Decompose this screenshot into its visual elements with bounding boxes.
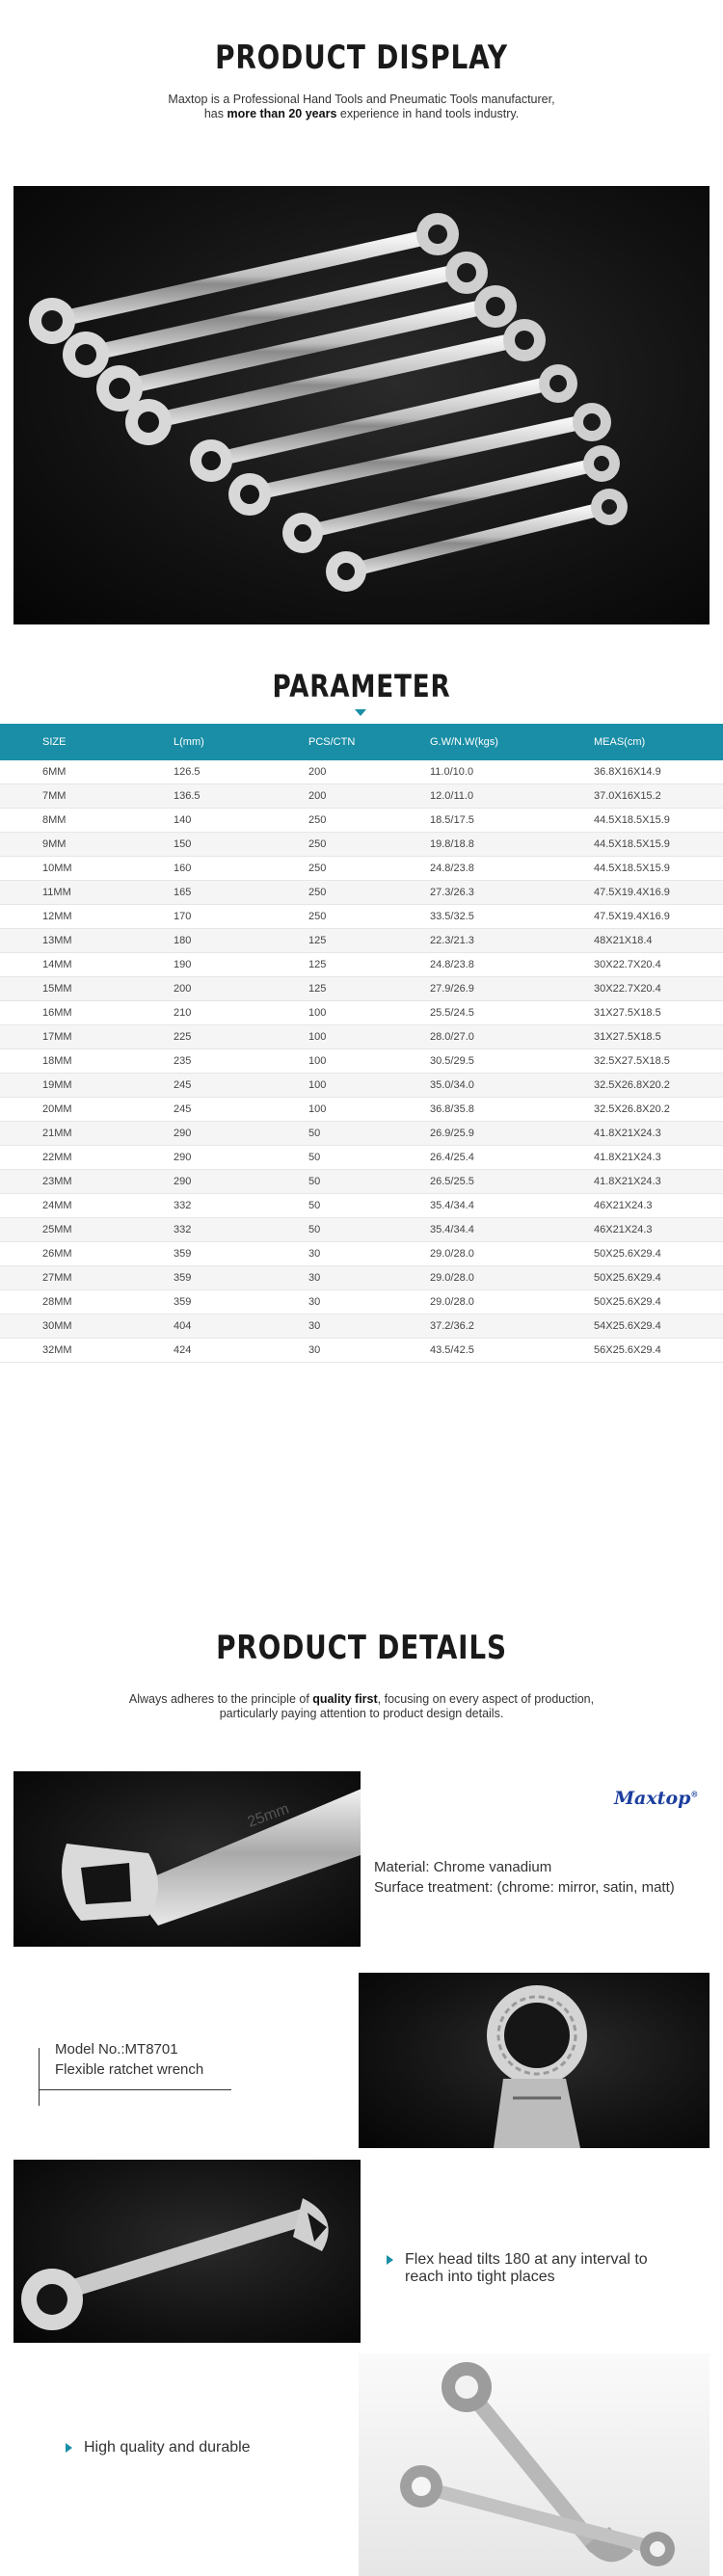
cell-size: 18MM [0,1049,174,1074]
cell-weight: 36.8/35.8 [430,1098,594,1122]
cell-size: 32MM [0,1339,174,1363]
flex-head-wrench-photo [13,2160,361,2343]
cell-weight: 22.3/21.3 [430,929,594,953]
cell-length: 245 [174,1074,308,1098]
table-row [0,1001,723,1025]
surface-treatment-text: Surface treatment: (chrome: mirror, satin, matt) [374,1879,675,1896]
cell-weight: 27.3/26.3 [430,881,594,905]
cell-length: 332 [174,1218,308,1242]
cell-length: 136.5 [174,784,308,809]
table-row [0,784,723,809]
header-size: SIZE [0,724,174,760]
table-row [0,1315,723,1339]
cell-weight: 37.2/36.2 [430,1315,594,1339]
cell-weight: 28.0/27.0 [430,1025,594,1049]
cell-meas: 54X25.6X29.4 [594,1315,723,1339]
cell-pcs-ctn: 100 [308,1025,430,1049]
cell-length: 150 [174,833,308,857]
cell-pcs-ctn: 100 [308,1049,430,1074]
two-wrenches-photo [359,2353,710,2576]
cell-length: 332 [174,1194,308,1218]
cell-pcs-ctn: 100 [308,1098,430,1122]
cell-pcs-ctn: 100 [308,1001,430,1025]
cell-weight: 30.5/29.5 [430,1049,594,1074]
cell-size: 17MM [0,1025,174,1049]
cell-size: 13MM [0,929,174,953]
cell-weight: 24.8/23.8 [430,953,594,977]
model-divider [39,2048,40,2106]
quality-text: High quality and durable [84,2439,251,2456]
cell-pcs-ctn: 125 [308,953,430,977]
product-details-title: PRODUCT DETAILS [216,1629,507,1667]
wrench-8 [326,489,628,592]
model-description-text: Flexible ratchet wrench [55,2061,204,2078]
table-row [0,809,723,833]
cell-length: 170 [174,905,308,929]
wrench-set-illustration [13,186,710,624]
details-intro-line2: particularly paying attention to product design details. [219,1707,504,1720]
cell-length: 359 [174,1290,308,1315]
cell-meas: 41.8X21X24.3 [594,1122,723,1146]
cell-weight: 29.0/28.0 [430,1266,594,1290]
cell-length: 140 [174,809,308,833]
cell-size: 15MM [0,977,174,1001]
parameter-title: PARAMETER [272,668,451,704]
cell-pcs-ctn: 30 [308,1290,430,1315]
cell-length: 235 [174,1049,308,1074]
cell-length: 180 [174,929,308,953]
cell-length: 200 [174,977,308,1001]
cell-pcs-ctn: 250 [308,881,430,905]
cell-weight: 11.0/10.0 [430,760,594,784]
ratchet-head-photo [359,1973,710,2148]
cell-size: 12MM [0,905,174,929]
cell-weight: 35.4/34.4 [430,1218,594,1242]
cell-meas: 46X21X24.3 [594,1218,723,1242]
cell-length: 424 [174,1339,308,1363]
cell-meas: 44.5X18.5X15.9 [594,833,723,857]
cell-length: 359 [174,1242,308,1266]
cell-size: 10MM [0,857,174,881]
table-row [0,1049,723,1074]
cell-pcs-ctn: 100 [308,1074,430,1098]
cell-meas: 37.0X16X15.2 [594,784,723,809]
table-row [0,1098,723,1122]
cell-size: 8MM [0,809,174,833]
cell-size: 19MM [0,1074,174,1098]
cell-meas: 31X27.5X18.5 [594,1001,723,1025]
wrench-7 [282,445,620,553]
size-engraving: 25mm [245,1800,292,1831]
cell-pcs-ctn: 50 [308,1194,430,1218]
cell-size: 27MM [0,1266,174,1290]
cell-length: 290 [174,1170,308,1194]
cell-meas: 32.5X26.8X20.2 [594,1098,723,1122]
cell-weight: 43.5/42.5 [430,1339,594,1363]
cell-pcs-ctn: 50 [308,1218,430,1242]
cell-size: 26MM [0,1242,174,1266]
cell-size: 20MM [0,1098,174,1122]
cell-meas: 30X22.7X20.4 [594,953,723,977]
display-intro-line2: has more than 20 years experience in hand tools industry. [203,107,520,120]
table-row [0,1074,723,1098]
flex-head-line1: Flex head tilts 180 at any interval to [405,2251,648,2268]
cell-pcs-ctn: 250 [308,809,430,833]
cell-meas: 47.5X19.4X16.9 [594,881,723,905]
maxtop-logo: Maxtop® [614,1788,699,1809]
cell-length: 404 [174,1315,308,1339]
cell-pcs-ctn: 250 [308,833,430,857]
cell-length: 290 [174,1146,308,1170]
details-intro [0,1692,723,1721]
cell-length: 290 [174,1122,308,1146]
bullet-triangle-icon [66,2443,72,2453]
cell-pcs-ctn: 125 [308,929,430,953]
table-row [0,1170,723,1194]
cell-size: 21MM [0,1122,174,1146]
cell-meas: 50X25.6X29.4 [594,1242,723,1266]
cell-length: 160 [174,857,308,881]
cell-size: 11MM [0,881,174,905]
cell-size: 16MM [0,1001,174,1025]
table-row [0,977,723,1001]
cell-size: 28MM [0,1290,174,1315]
cell-weight: 25.5/24.5 [430,1001,594,1025]
cell-pcs-ctn: 50 [308,1146,430,1170]
cell-meas: 41.8X21X24.3 [594,1146,723,1170]
table-row [0,760,723,784]
cell-size: 30MM [0,1315,174,1339]
cell-weight: 35.4/34.4 [430,1194,594,1218]
cell-weight: 26.9/25.9 [430,1122,594,1146]
cell-size: 24MM [0,1194,174,1218]
header-length: L(mm) [174,724,308,760]
cell-pcs-ctn: 200 [308,760,430,784]
cell-meas: 36.8X16X14.9 [594,760,723,784]
table-row [0,1194,723,1218]
table-row [0,881,723,905]
flex-head-feature [387,2251,648,2286]
years-highlight: more than 20 years [227,107,337,120]
table-row [0,1122,723,1146]
header-weight: G.W/N.W(kgs) [430,724,594,760]
table-row [0,1290,723,1315]
table-row [0,1242,723,1266]
cell-weight: 35.0/34.0 [430,1074,594,1098]
cell-size: 6MM [0,760,174,784]
cell-pcs-ctn: 30 [308,1315,430,1339]
bullet-triangle-icon [387,2255,393,2265]
cell-meas: 30X22.7X20.4 [594,977,723,1001]
cell-length: 245 [174,1098,308,1122]
cell-meas: 48X21X18.4 [594,929,723,953]
table-row [0,905,723,929]
cell-meas: 32.5X26.8X20.2 [594,1074,723,1098]
cell-meas: 32.5X27.5X18.5 [594,1049,723,1074]
cell-weight: 19.8/18.8 [430,833,594,857]
cell-weight: 24.8/23.8 [430,857,594,881]
cell-length: 165 [174,881,308,905]
cell-meas: 41.8X21X24.3 [594,1170,723,1194]
cell-meas: 50X25.6X29.4 [594,1266,723,1290]
wrench-set-photo [13,186,710,624]
cell-meas: 56X25.6X29.4 [594,1339,723,1363]
parameter-arrow-icon [355,709,366,716]
cell-weight: 26.5/25.5 [430,1170,594,1194]
cell-length: 190 [174,953,308,977]
cell-length: 225 [174,1025,308,1049]
material-text: Material: Chrome vanadium [374,1859,552,1875]
cell-pcs-ctn: 30 [308,1266,430,1290]
display-intro [0,93,723,121]
cell-meas: 31X27.5X18.5 [594,1025,723,1049]
cell-size: 14MM [0,953,174,977]
cell-size: 7MM [0,784,174,809]
table-row [0,929,723,953]
cell-meas: 50X25.6X29.4 [594,1290,723,1315]
cell-pcs-ctn: 30 [308,1242,430,1266]
table-row [0,1025,723,1049]
flex-head-line2: reach into tight places [405,2269,555,2285]
cell-pcs-ctn: 200 [308,784,430,809]
cell-pcs-ctn: 250 [308,905,430,929]
cell-pcs-ctn: 250 [308,857,430,881]
table-body [0,760,723,1363]
table-row [0,1146,723,1170]
table-row [0,1218,723,1242]
cell-weight: 12.0/11.0 [430,784,594,809]
cell-weight: 29.0/28.0 [430,1290,594,1315]
cell-weight: 26.4/25.4 [430,1146,594,1170]
details-intro-line1: Always adheres to the principle of quality first, focusing on every aspect of production, [128,1692,595,1706]
table-row [0,1339,723,1363]
cell-weight: 27.9/26.9 [430,977,594,1001]
cell-size: 23MM [0,1170,174,1194]
cell-pcs-ctn: 50 [308,1170,430,1194]
cell-length: 126.5 [174,760,308,784]
cell-meas: 47.5X19.4X16.9 [594,905,723,929]
table-row [0,833,723,857]
cell-pcs-ctn: 30 [308,1339,430,1363]
cell-meas: 44.5X18.5X15.9 [594,857,723,881]
open-end-closeup-photo [13,1771,361,1947]
cell-pcs-ctn: 50 [308,1122,430,1146]
product-display-title: PRODUCT DISPLAY [215,39,508,77]
model-number-text: Model No.:MT8701 [55,2041,178,2058]
quality-feature [66,2439,251,2456]
cell-weight: 33.5/32.5 [430,905,594,929]
cell-size: 22MM [0,1146,174,1170]
header-pcs-ctn: PCS/CTN [308,724,430,760]
display-intro-line1: Maxtop is a Professional Hand Tools and Pneumatic Tools manufacturer, [168,93,555,106]
cell-weight: 18.5/17.5 [430,809,594,833]
table-row [0,1266,723,1290]
table-row [0,857,723,881]
cell-length: 210 [174,1001,308,1025]
table-row [0,953,723,977]
cell-meas: 44.5X18.5X15.9 [594,809,723,833]
model-underline [39,2089,231,2090]
quality-first-highlight: quality first [312,1692,378,1706]
cell-weight: 29.0/28.0 [430,1242,594,1266]
cell-meas: 46X21X24.3 [594,1194,723,1218]
parameter-table [0,724,723,1363]
cell-size: 9MM [0,833,174,857]
header-meas: MEAS(cm) [594,724,723,760]
table-header-row [0,724,723,760]
cell-size: 25MM [0,1218,174,1242]
cell-pcs-ctn: 125 [308,977,430,1001]
cell-length: 359 [174,1266,308,1290]
